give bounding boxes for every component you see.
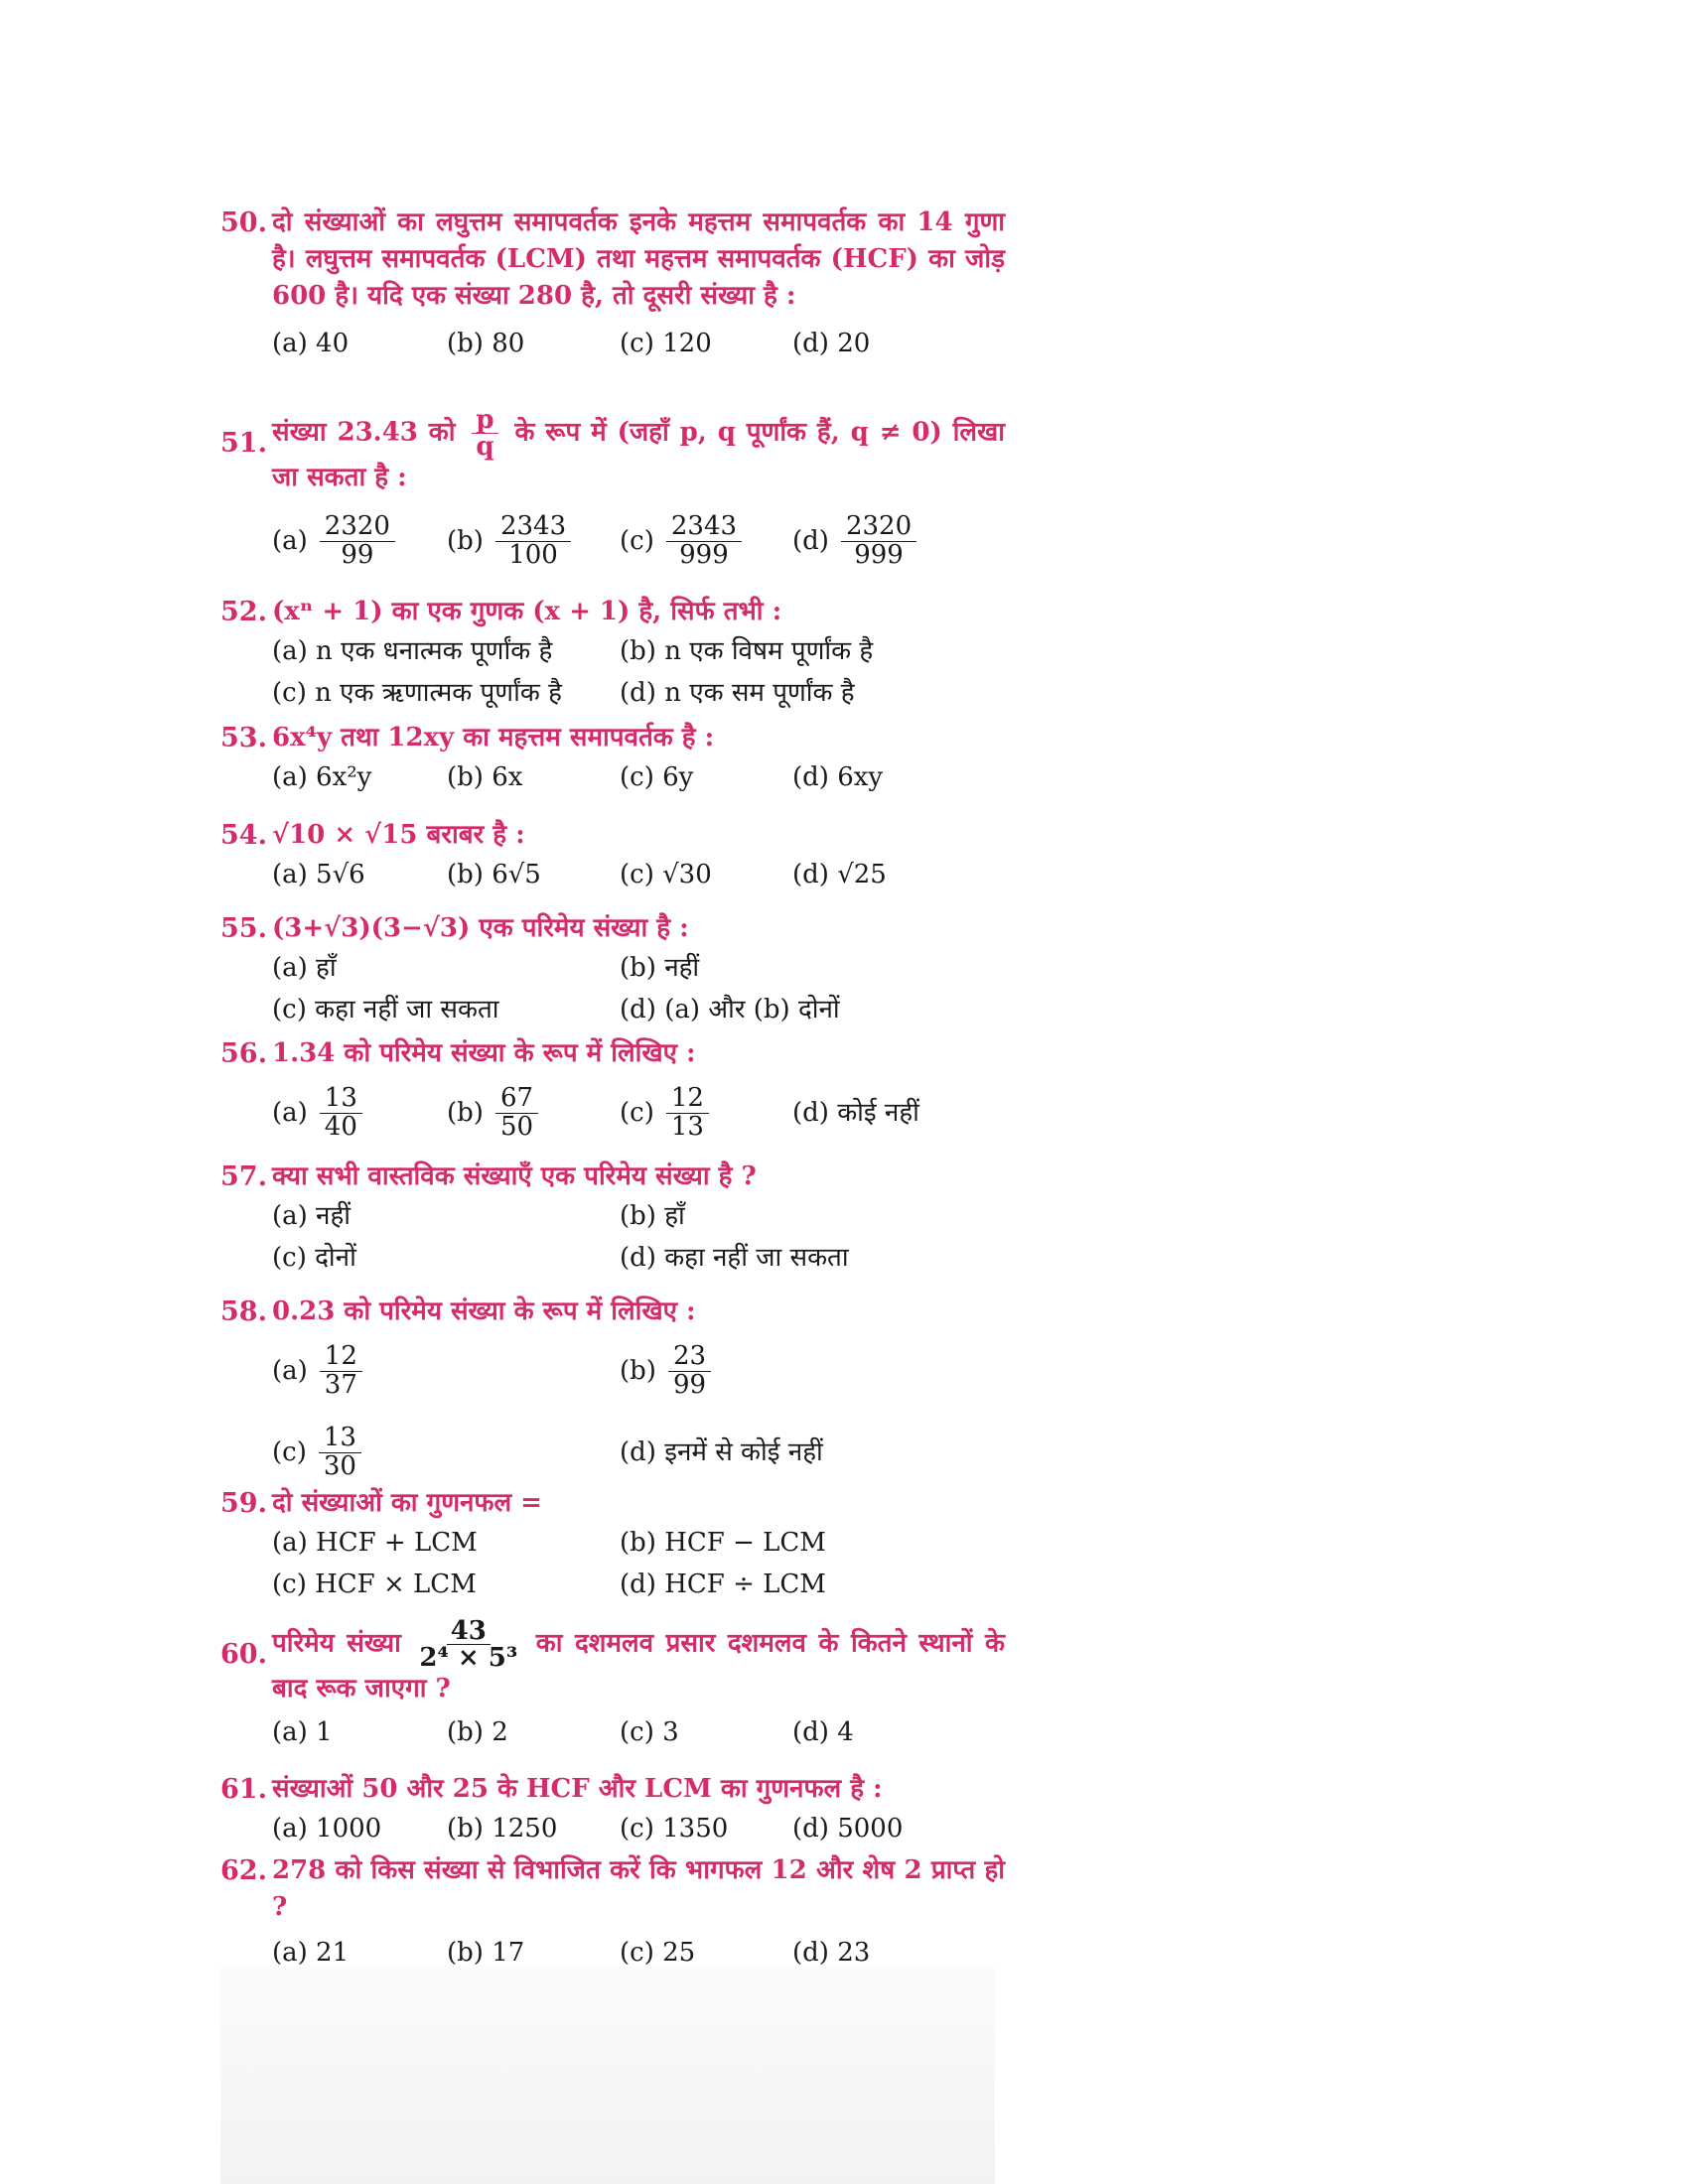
fraction-denominator: 2⁴ × 5³: [419, 1643, 518, 1673]
fraction-p-q: [472, 407, 497, 460]
question-text: [272, 407, 1005, 496]
fraction-numerator: 12: [666, 1085, 709, 1113]
question-number: 51.: [220, 428, 267, 459]
question-50: [220, 205, 1005, 364]
option-d[interactable]: [792, 506, 916, 576]
question-62: [220, 1852, 1005, 1974]
option-a[interactable]: (a) 6x²y: [272, 762, 372, 792]
option-b[interactable]: [447, 506, 571, 576]
option-fraction: [319, 1425, 361, 1480]
question-number: 52.: [220, 597, 267, 627]
question-61: [220, 1771, 1005, 1849]
option-b[interactable]: (b) 80: [447, 329, 525, 358]
options: [272, 1522, 1005, 1564]
option-label: (c): [620, 526, 654, 556]
fraction-denominator: 100: [508, 539, 558, 570]
fraction-43-over-powers: [419, 1618, 517, 1671]
option-label: (a): [272, 1356, 308, 1386]
options: [272, 1237, 1005, 1279]
question-text: (3+√3)(3−√3) एक परिमेय संख्या है :: [272, 913, 689, 943]
option-fraction: [666, 1085, 709, 1141]
fraction-numerator: 13: [319, 1425, 361, 1452]
option-a[interactable]: (a) 21: [272, 1938, 350, 1968]
question-text: संख्याओं 50 और 25 के HCF और LCM का गुणनफल है :: [272, 1774, 883, 1804]
question-number: 57.: [220, 1161, 267, 1192]
fraction-numerator: 2320: [841, 513, 916, 541]
question-text: 0.23 को परिमेय संख्या के रूप में लिखिए :: [272, 1297, 696, 1326]
fraction-numerator: 67: [495, 1085, 538, 1113]
option-d[interactable]: (d) 4: [792, 1717, 854, 1747]
option-a[interactable]: (a) 5√6: [272, 860, 365, 889]
question-text: क्या सभी वास्तविक संख्याएँ एक परिमेय संख्या है ?: [272, 1161, 757, 1191]
option-b[interactable]: (b) नहीं: [620, 953, 700, 983]
options: [272, 1932, 1005, 1974]
option-c[interactable]: (c) HCF × LCM: [272, 1570, 477, 1599]
fraction-denominator: 99: [341, 539, 374, 570]
option-a[interactable]: [272, 1078, 362, 1148]
question-text-before: परिमेय संख्या: [272, 1628, 401, 1659]
fraction-denominator: 99: [672, 1369, 707, 1400]
option-fraction: [320, 1343, 362, 1399]
options: [272, 630, 1005, 672]
option-fraction: [495, 1085, 538, 1141]
option-b[interactable]: (b) 6√5: [447, 860, 541, 889]
question-number: 59.: [220, 1488, 267, 1519]
option-d[interactable]: (d) 6xy: [792, 762, 884, 792]
options: [272, 1078, 1005, 1148]
option-c[interactable]: (c) कहा नहीं जा सकता: [272, 995, 499, 1024]
question-58: [220, 1294, 1005, 1487]
options: [272, 947, 1005, 989]
option-fraction: [495, 513, 571, 569]
option-label: (c): [620, 1098, 654, 1128]
question-text: दो संख्याओं का गुणनफल =: [272, 1488, 542, 1518]
fraction-numerator: 12: [320, 1343, 362, 1371]
fraction-denominator: 37: [324, 1369, 357, 1400]
option-c[interactable]: (c) दोनों: [272, 1243, 356, 1273]
option-label: (d): [792, 526, 829, 556]
option-c[interactable]: [620, 506, 742, 576]
question-54: [220, 817, 1005, 895]
option-label: (a): [272, 1098, 308, 1128]
fraction-denominator: 13: [670, 1111, 704, 1142]
option-a[interactable]: (a) 1000: [272, 1814, 382, 1843]
option-d[interactable]: (d) कहा नहीं जा सकता: [620, 1243, 849, 1273]
option-b[interactable]: [447, 1078, 538, 1148]
option-c[interactable]: (c) 120: [620, 329, 712, 358]
options: [272, 1195, 1005, 1237]
question-number: 61.: [220, 1774, 267, 1805]
option-b[interactable]: (b) HCF − LCM: [620, 1528, 826, 1558]
option-fraction: [320, 513, 395, 569]
option-b[interactable]: (b) 6x: [447, 762, 523, 792]
fraction-denominator: 30: [323, 1450, 356, 1481]
question-number: 53.: [220, 723, 267, 753]
option-b[interactable]: [620, 1336, 711, 1406]
option-label: (c): [272, 1437, 307, 1467]
options: [272, 1711, 1005, 1753]
scan-shade: [220, 1966, 995, 2184]
option-d[interactable]: (d) कोई नहीं: [792, 1098, 919, 1128]
options: [272, 672, 1005, 714]
question-number: 55.: [220, 913, 267, 944]
option-d[interactable]: (d) 23: [792, 1938, 871, 1968]
question-56: [220, 1035, 1005, 1148]
question-55: [220, 910, 1005, 1030]
fraction-numerator: 13: [320, 1085, 362, 1113]
options: [272, 1564, 1005, 1605]
question-59: [220, 1485, 1005, 1605]
fraction-denominator: 999: [854, 539, 904, 570]
options: [272, 989, 1005, 1030]
option-c[interactable]: (c) 1350: [620, 1814, 729, 1843]
option-fraction: [841, 513, 916, 569]
question-text: 6x⁴y तथा 12xy का महत्तम समापवर्तक है :: [272, 723, 715, 752]
option-a[interactable]: (a) n एक धनात्मक पूर्णांक है: [272, 636, 553, 666]
fraction-numerator: p: [472, 407, 497, 434]
fraction-numerator: 23: [668, 1343, 711, 1371]
option-label: (b): [447, 526, 484, 556]
question-text-before: संख्या 23.43 को: [272, 417, 456, 448]
options: [272, 323, 1005, 364]
question-text-after: के रूप में (जहाँ p, q पूर्णांक हैं, q ≠ 0) लिखा जा सकता है :: [272, 417, 1005, 492]
fraction-denominator: 999: [679, 539, 729, 570]
option-fraction: [668, 1343, 711, 1399]
option-b[interactable]: (b) 2: [447, 1717, 508, 1747]
fraction-denominator: 40: [324, 1111, 357, 1142]
option-a[interactable]: (a) HCF + LCM: [272, 1528, 478, 1558]
option-a[interactable]: (a) 1: [272, 1717, 333, 1747]
option-d[interactable]: (d) (a) और (b) दोनों: [620, 995, 840, 1024]
question-text: √10 × √15 बराबर है :: [272, 820, 525, 850]
question-number: 50.: [220, 207, 267, 238]
option-b[interactable]: (b) 1250: [447, 1814, 558, 1843]
question-number: 60.: [220, 1639, 267, 1670]
question-number: 54.: [220, 820, 267, 851]
question-text: 278 को किस संख्या से विभाजित करें कि भागफल 12 और शेष 2 प्राप्त हो ?: [272, 1855, 1005, 1922]
fraction-denominator: q: [476, 432, 494, 462]
option-a[interactable]: (a) हाँ: [272, 953, 337, 983]
option-a[interactable]: (a) नहीं: [272, 1201, 352, 1231]
option-d[interactable]: (d) √25: [792, 860, 887, 889]
option-fraction: [666, 513, 742, 569]
question-text: [272, 1618, 1005, 1707]
option-a[interactable]: [272, 506, 395, 576]
option-c[interactable]: [272, 1418, 361, 1487]
option-b[interactable]: (b) 17: [447, 1938, 525, 1968]
options: [272, 1336, 1005, 1406]
question-text: 1.34 को परिमेय संख्या के रूप में लिखिए :: [272, 1038, 696, 1068]
question-text: (xⁿ + 1) का एक गुणक (x + 1) है, सिर्फ तभी :: [272, 597, 782, 626]
option-c[interactable]: [620, 1078, 709, 1148]
option-d[interactable]: (d) 5000: [792, 1814, 904, 1843]
option-d[interactable]: (d) इनमें से कोई नहीं: [620, 1437, 823, 1467]
option-d[interactable]: (d) 20: [792, 329, 871, 358]
options: [272, 854, 1005, 895]
options: [272, 756, 1005, 798]
option-c[interactable]: (c) n एक ऋणात्मक पूर्णांक है: [272, 678, 562, 708]
question-57: [220, 1159, 1005, 1279]
fraction-numerator: 2343: [666, 513, 742, 541]
options: [272, 506, 1005, 576]
question-number: 58.: [220, 1297, 267, 1327]
option-b[interactable]: (b) n एक विषम पूर्णांक है: [620, 636, 874, 666]
option-c[interactable]: (c) 3: [620, 1717, 679, 1747]
option-c[interactable]: (c) √30: [620, 860, 712, 889]
question-51: [220, 407, 1005, 576]
question-text: दो संख्याओं का लघुत्तम समापवर्तक इनके महत्तम समापवर्तक का 14 गुणा है। लघुत्तम समापवर्तक (LCM) तथा महत्तम समापवर्तक (HCF) का जोड़ 600 है। यदि एक संख्या 280 है, तो दूसरी संख्या है :: [272, 207, 1005, 311]
question-number: 56.: [220, 1038, 267, 1069]
question-52: [220, 594, 1005, 714]
fraction-numerator: 43: [447, 1618, 491, 1645]
option-a[interactable]: [272, 1336, 362, 1406]
option-d[interactable]: (d) HCF ÷ LCM: [620, 1570, 826, 1599]
option-label: (a): [272, 526, 308, 556]
option-a[interactable]: (a) 40: [272, 329, 350, 358]
question-number: 62.: [220, 1855, 267, 1886]
option-b[interactable]: (b) हाँ: [620, 1201, 685, 1231]
option-label: (b): [620, 1356, 656, 1386]
fraction-numerator: 2343: [495, 513, 571, 541]
option-c[interactable]: (c) 25: [620, 1938, 696, 1968]
fraction-denominator: 50: [499, 1111, 534, 1142]
fraction-numerator: 2320: [320, 513, 395, 541]
question-53: [220, 720, 1005, 798]
options: [272, 1808, 1005, 1849]
option-c[interactable]: (c) 6y: [620, 762, 694, 792]
question-60: [220, 1618, 1005, 1753]
question-text-after: का दशमलव प्रसार दशमलव के कितने स्थानों के बाद रूक जाएगा ?: [272, 1628, 1005, 1704]
option-fraction: [320, 1085, 362, 1141]
options: [272, 1418, 1005, 1487]
option-label: (b): [447, 1098, 484, 1128]
option-d[interactable]: (d) n एक सम पूर्णांक है: [620, 678, 855, 708]
